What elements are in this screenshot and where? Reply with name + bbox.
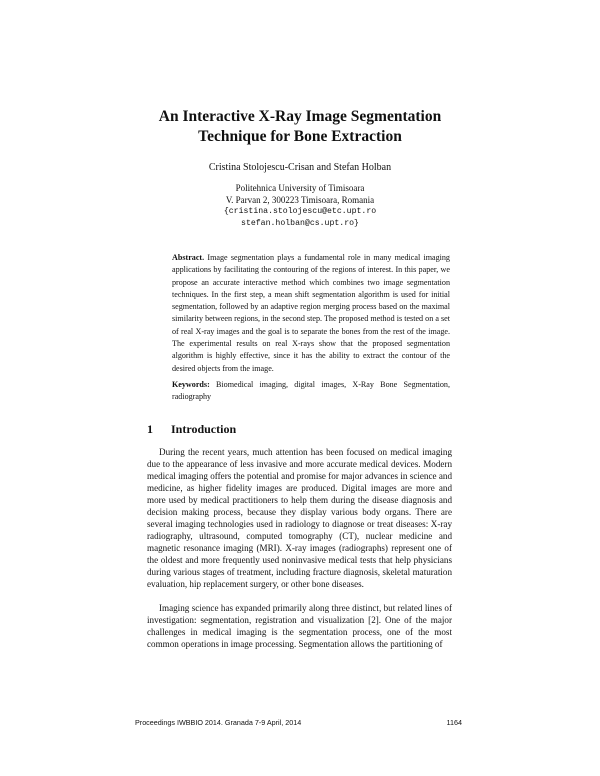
title-line-1: An Interactive X-Ray Image Segmentation xyxy=(158,108,442,125)
abstract-label: Abstract. xyxy=(172,253,205,262)
keywords-label: Keywords: xyxy=(172,380,210,389)
affiliation xyxy=(0,182,600,230)
paragraph: Imaging science has expanded primarily along three distinct, but related lines of investigation: segmentation, registration and visualization [2]. One of the major challenges in medical imaging is the segmentation process, one of the most common operations in image processing. Segmentation allows the partitioning of xyxy=(147,603,452,649)
email-2: stefan.holban@cs.upt.ro} xyxy=(241,219,359,228)
section-heading xyxy=(147,422,236,437)
section-title: Introduction xyxy=(171,422,237,436)
abstract xyxy=(172,252,450,375)
title-line-2: Technique for Bone Extraction xyxy=(198,128,402,145)
paper-title xyxy=(0,107,600,147)
page-footer xyxy=(135,718,462,727)
paragraph: During the recent years, much attention has been focused on medical imaging due to the appearance of less invasive and more accurate medical devices. Modern medical imaging offers the potential and promise for major advances in science and medicine, as higher fidelity images are produced. Digital images are more and more used by medical practitioners to help them during the disease diagnosis and decision making process, because they display various body organs. There are several imaging technologies used in radiology to diagnose or treat diseases: X-ray radiography, ultrasound, computed tomography (CT), nuclear medicine and magnetic resonance imaging (MRI). X-ray images (radiographs) represent one of the oldest and more frequently used noninvasive medical tests that help physicians during various stages of treatment, including fracture diagnosis, skeletal maturation evaluation, hip replacement surgery, or other bone diseases. xyxy=(147,447,452,589)
keywords xyxy=(172,379,450,404)
address: V. Parvan 2, 300223 Timisoara, Romania xyxy=(225,195,375,205)
page-number: 1164 xyxy=(446,718,462,727)
section-number: 1 xyxy=(147,422,153,436)
abstract-text: Image segmentation plays a fundamental role in many medical imaging applications by facilitating the contouring of the regions of interest. In this paper, we propose an accurate interactive method which combines two image segmentation techniques. In the first step, a mean shift segmentation algorithm is used for initial segmentation, followed by an adaptive region merging process based on the maximal similarity between regions, in the second step. The proposed method is tested on a set of real X-ray images and the goal is to separate the bones from the rest of the image. The experimental results on real X-rays show that the proposed segmentation algorithm is highly effective, since it has the ability to extract the contour of the desired objects from the image. xyxy=(172,253,450,373)
authors: Cristina Stolojescu-Crisan and Stefan Holban xyxy=(208,162,392,173)
footer-proceedings: Proceedings IWBBIO 2014. Granada 7-9 April, 2014 xyxy=(135,718,302,727)
email-1: {cristina.stolojescu@etc.upt.ro xyxy=(223,207,377,216)
university: Politehnica University of Timisoara xyxy=(235,183,365,193)
keywords-text: Biomedical imaging, digital images, X-Ray Bone Segmentation, radiography xyxy=(172,380,451,402)
